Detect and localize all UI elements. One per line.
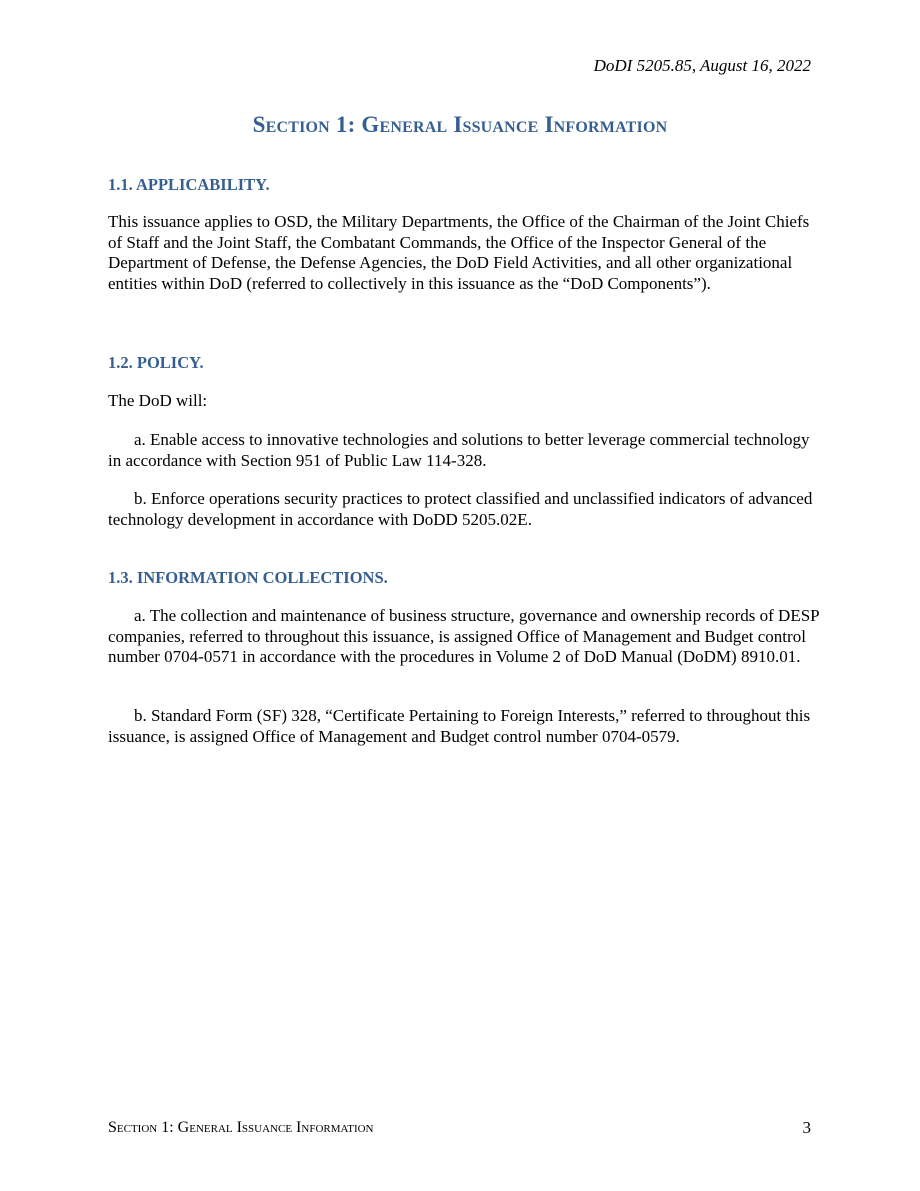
policy-item-a: a. Enable access to innovative technologies and solutions to better leverage commercial technology in accordance with Section 951 of Public Law 114-328. [108, 430, 810, 470]
policy-item-b: b. Enforce operations security practices to protect classified and unclassified indicators of advanced technology development in accordance with DoDD 5205.02E. [108, 489, 813, 529]
document-reference-header: DoDI 5205.85, August 16, 2022 [593, 56, 811, 75]
heading-applicability: 1.1. APPLICABILITY. [108, 175, 270, 194]
policy-intro-block [108, 391, 820, 412]
footer-page-number: 3 [802, 1118, 811, 1137]
info-item-b-block [108, 706, 820, 747]
heading-information-collections: 1.3. INFORMATION COLLECTIONS. [108, 568, 388, 587]
section-applicability [108, 175, 820, 195]
heading-policy: 1.2. POLICY. [108, 353, 204, 372]
policy-item-b-block [108, 489, 820, 530]
policy-intro: The DoD will: [108, 391, 208, 410]
section-policy [108, 353, 820, 373]
policy-item-a-block [108, 430, 820, 471]
info-collections-item-a: a. The collection and maintenance of business structure, governance and ownership records of DESP companies, referred to throughout this issuance, is assigned Office of Management and Budget control number 0704-0571 in accordance with the procedures in Volume 2 of DoD Manual (DoDM) 8910.01. [108, 606, 819, 666]
info-item-a-block [108, 606, 820, 668]
footer-section-label: Section 1: General Issuance Information [108, 1119, 374, 1136]
applicability-paragraph: This issuance applies to OSD, the Military Departments, the Office of the Chairman of the Joint Chiefs of Staff and the Joint Staff, the Combatant Commands, the Office of the Inspector General of the Department of Defense, the Defense Agencies, the DoD Field Activities, and all other organizational entities within DoD (referred to collectively in this issuance as the “DoD Components”). [108, 212, 810, 293]
section-information-collections [108, 568, 820, 588]
info-collections-item-b: b. Standard Form (SF) 328, “Certificate Pertaining to Foreign Interests,” referred to throughout this issuance, is assigned Office of Management and Budget control number 0704-0579. [108, 706, 811, 746]
applicability-body [108, 212, 820, 294]
section-title: Section 1: General Issuance Information [252, 112, 668, 137]
